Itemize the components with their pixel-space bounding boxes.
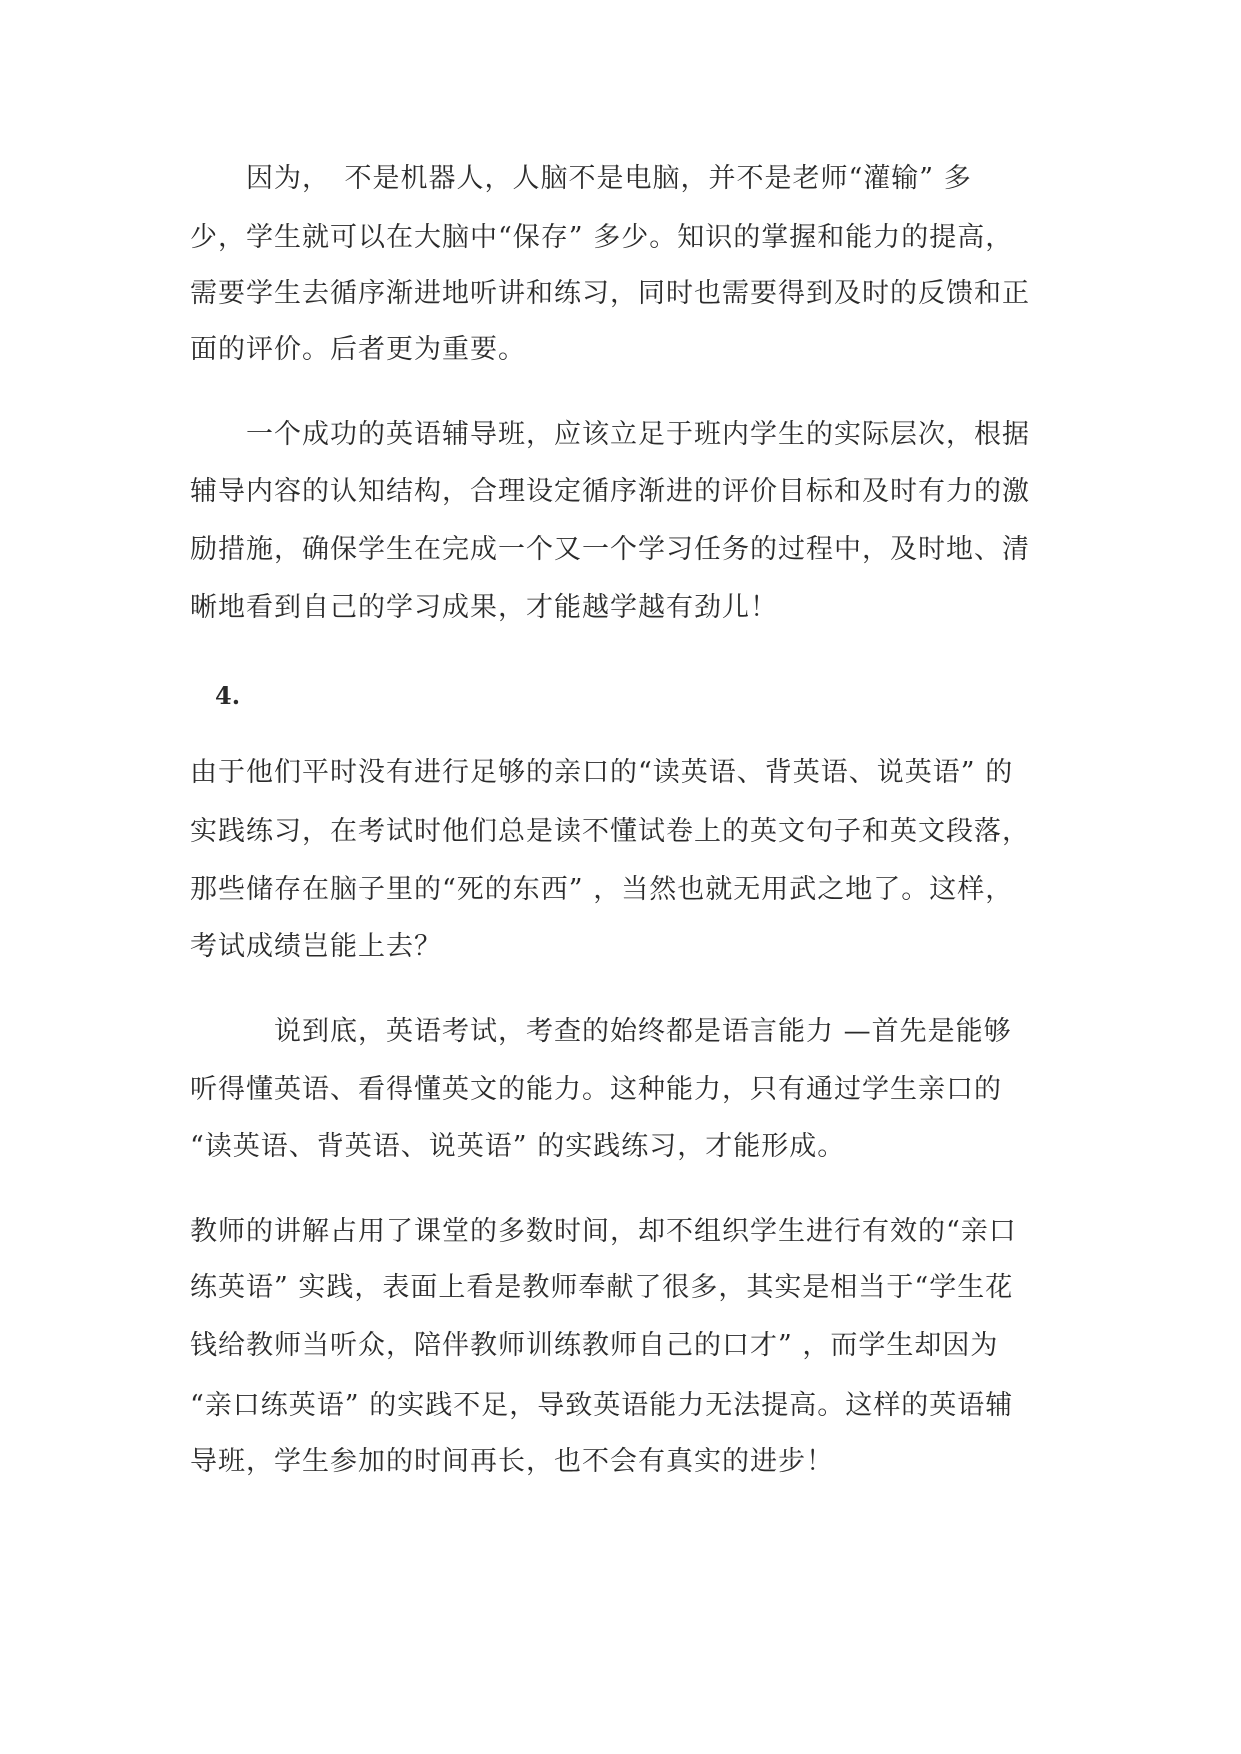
paragraph-1-line-2: 少，学生就可以在大脑中“保存” 多少。知识的掌握和能力的提高， [190, 222, 1014, 253]
paragraph-5-line-4: “亲口练英语” 的实践不足，导致英语能力无法提高。这样的英语辅 [190, 1390, 1014, 1421]
paragraph-2-line-1: 一个成功的英语辅导班，应该立足于班内学生的实际层次，根据 [190, 419, 1030, 450]
paragraph-3-line-3: 那些储存在脑子里的“死的东西” ，当然也就无用武之地了。这样， [190, 874, 1014, 905]
paragraph-3-line-4: 考试成绩岂能上去？ [190, 931, 442, 962]
paragraph-2-line-3: 励措施，确保学生在完成一个又一个学习任务的过程中，及时地、清 [190, 534, 1030, 565]
paragraph-5-line-3: 钱给教师当听众，陪伴教师训练教师自己的口才” ，而学生却因为 [190, 1330, 999, 1361]
section-number-heading: 4. [215, 681, 241, 710]
paragraph-1-line-3: 需要学生去循序渐进地听讲和练习，同时也需要得到及时的反馈和正 [190, 278, 1030, 309]
paragraph-4-line-1: 说到底，英语考试，考查的始终都是语言能力 —首先是能够 [190, 1016, 1012, 1047]
paragraph-4-line-3: “读英语、背英语、说英语” 的实践练习，才能形成。 [190, 1131, 846, 1162]
paragraph-5-line-5: 导班，学生参加的时间再长，也不会有真实的进步！ [190, 1446, 834, 1477]
paragraph-2-line-4: 晰地看到自己的学习成果，才能越学越有劲儿！ [190, 592, 778, 623]
paragraph-1-line-4: 面的评价。后者更为重要。 [190, 334, 526, 365]
paragraph-4-line-2: 听得懂英语、看得懂英文的能力。这种能力，只有通过学生亲口的 [190, 1074, 1002, 1105]
paragraph-5-line-1: 教师的讲解占用了课堂的多数时间，却不组织学生进行有效的“亲口 [190, 1216, 1017, 1247]
paragraph-3-line-2: 实践练习，在考试时他们总是读不懂试卷上的英文句子和英文段落， [190, 816, 1030, 847]
paragraph-2-line-2: 辅导内容的认知结构，合理设定循序渐进的评价目标和及时有力的激 [190, 476, 1030, 507]
paragraph-3-line-1: 由于他们平时没有进行足够的亲口的“读英语、背英语、说英语” 的 [190, 757, 1014, 788]
paragraph-1-line-1: 因为， 不是机器人，人脑不是电脑，并不是老师“灌输” 多 [190, 163, 972, 194]
paragraph-5-line-2: 练英语” 实践，表面上看是教师奉献了很多，其实是相当于“学生花 [190, 1272, 1014, 1303]
